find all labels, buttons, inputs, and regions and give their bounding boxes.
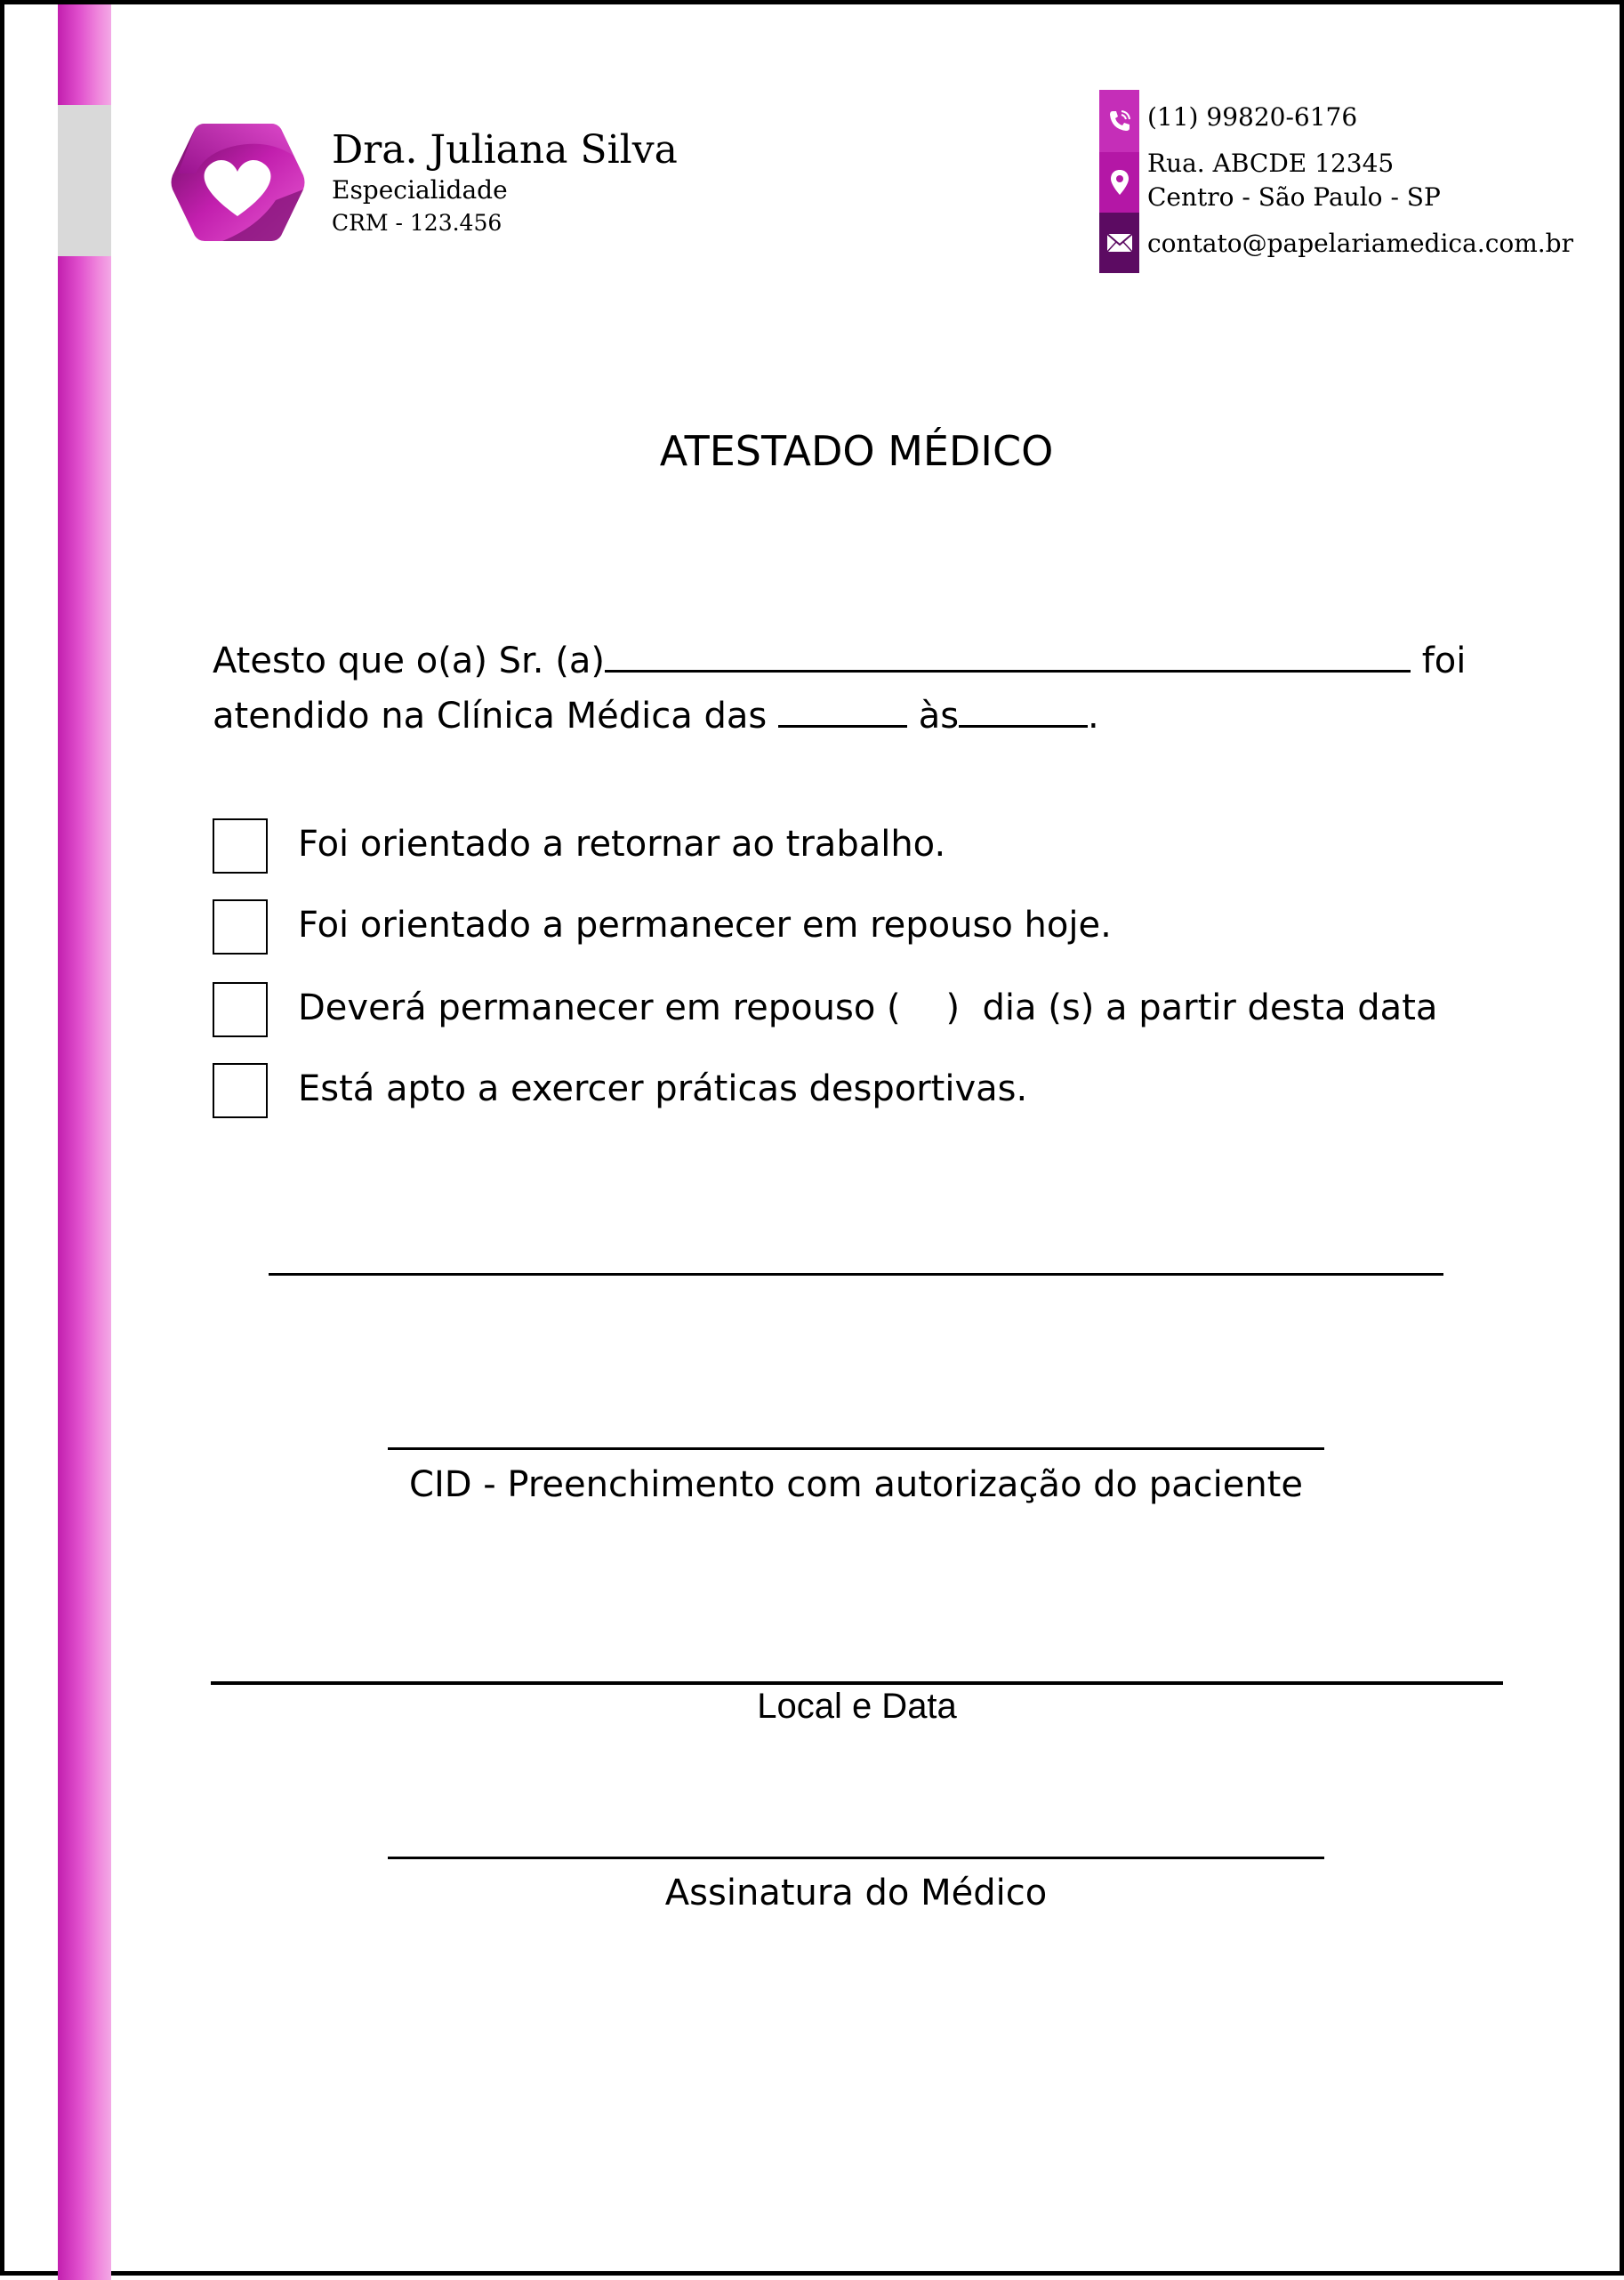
option-label: Deverá permanecer em repouso ( ) dia (s) a partir desta data (298, 987, 1438, 1028)
statement-patient-suffix: foi (1421, 640, 1467, 681)
local-date-line[interactable] (211, 1681, 1503, 1685)
mail-icon-box (1099, 213, 1139, 273)
decorative-side-stripe (58, 4, 111, 2280)
statement-time-prefix: atendido na Clínica Médica das (213, 696, 768, 737)
signature-line[interactable] (388, 1857, 1324, 1859)
end-time-blank[interactable] (959, 689, 1088, 728)
option-label: Está apto a exercer práticas desportivas. (298, 1068, 1028, 1109)
statement-line-1 (213, 634, 1466, 681)
signature-caption: Assinatura do Médico (664, 1873, 1048, 1913)
heart-hexagon-logo (169, 120, 307, 245)
phone-icon (1106, 108, 1133, 134)
location-icon-box (1099, 152, 1139, 213)
decorative-stripe-block (58, 105, 111, 256)
statement-patient-prefix: Atesto que o(a) Sr. (a) (213, 640, 605, 681)
checkbox-rest-days[interactable] (213, 982, 268, 1037)
option-label: Foi orientado a permanecer em repouso hoje. (298, 905, 1112, 946)
contact-email: contato@papelariamedica.com.br (1147, 229, 1573, 258)
checkbox-return-to-work[interactable] (213, 818, 268, 874)
doctor-crm: CRM - 123.456 (332, 210, 502, 236)
patient-name-blank[interactable] (605, 634, 1411, 673)
location-pin-icon (1109, 168, 1130, 197)
contact-address-line1: Rua. ABCDE 12345 (1147, 149, 1395, 178)
doctor-specialty: Especialidade (332, 175, 508, 205)
checkbox-fit-for-sports[interactable] (213, 1063, 268, 1118)
local-date-caption: Local e Data (757, 1687, 957, 1726)
contact-address-line2: Centro - São Paulo - SP (1147, 182, 1441, 212)
statement-line-2 (213, 689, 1099, 737)
checkbox-rest-today[interactable] (213, 899, 268, 955)
option-label: Foi orientado a retornar ao trabalho. (298, 824, 946, 865)
mail-icon (1106, 233, 1133, 253)
statement-period: . (1088, 696, 1099, 737)
statement-time-connector: às (918, 696, 960, 737)
start-time-blank[interactable] (778, 689, 907, 728)
doctor-name: Dra. Juliana Silva (332, 127, 678, 173)
cid-caption: CID - Preenchimento com autorização do paciente (409, 1464, 1303, 1505)
cid-line[interactable] (388, 1447, 1324, 1450)
document-title: ATESTADO MÉDICO (659, 427, 1054, 475)
contact-phone: (11) 99820-6176 (1147, 102, 1358, 132)
phone-icon-box (1099, 90, 1139, 152)
observation-line[interactable] (269, 1273, 1443, 1276)
